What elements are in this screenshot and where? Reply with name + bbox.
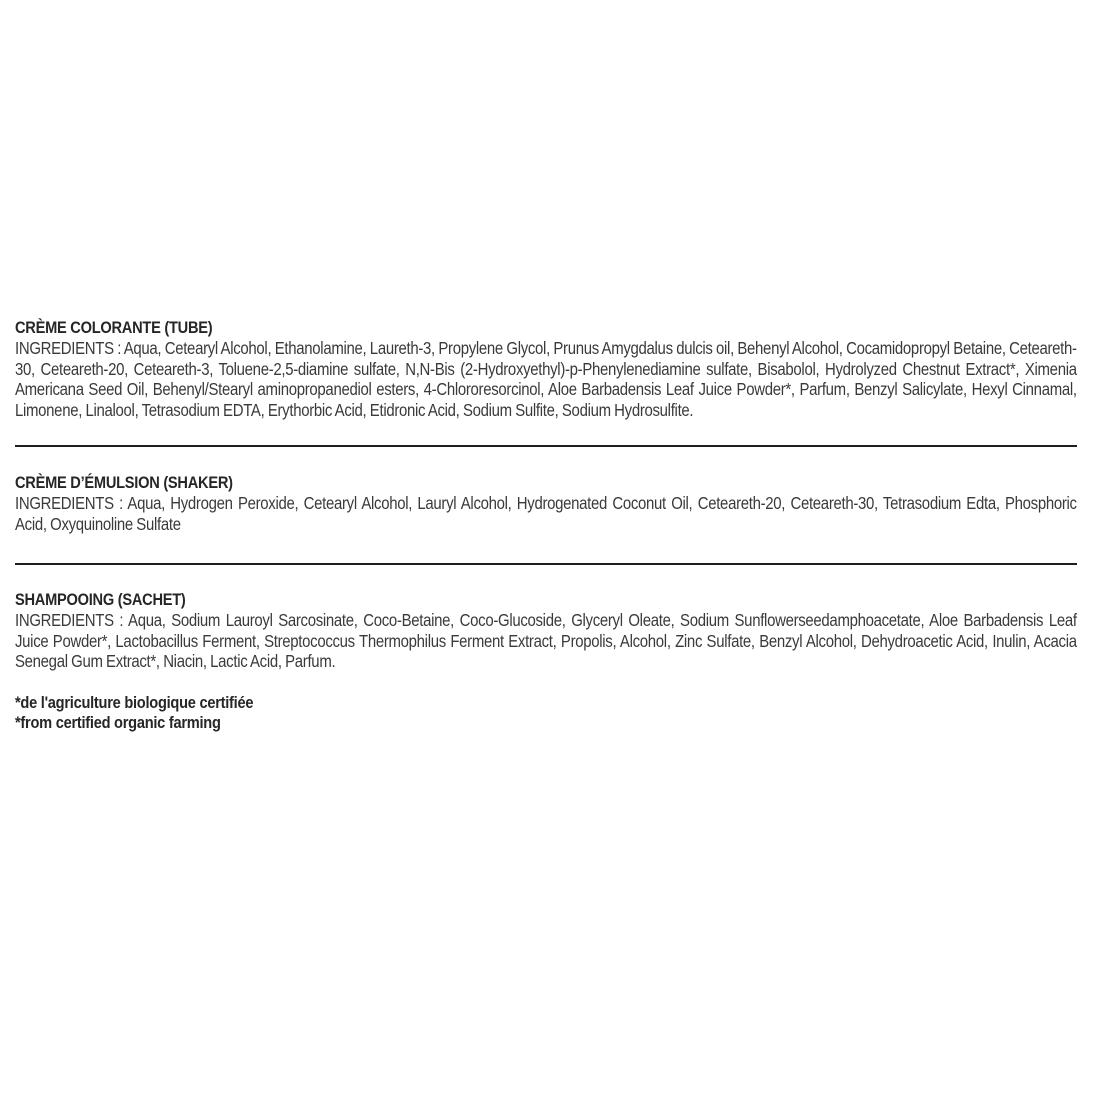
section-title: SHAMPOOING (SACHET)	[15, 590, 186, 609]
ingredients-list: INGREDIENTS : Aqua, Sodium Lauroyl Sarcosinate, Coco-Betaine, Coco-Glucoside, Glyceryl Oleate, Sodium Sunflowerseedamphoacetate, Aloe Barbadensis Leaf Juice Powder*, Lactobacillus Ferment, Streptococcus Thermophilus Ferment Extract, Propolis, Alcohol, Zinc Sulfate, Benzyl Alcohol, Dehydroacetic Acid, Inulin, Acacia Senegal Gum Extract*, Niacin, Lactic Acid, Parfum.	[15, 610, 1077, 671]
ingredients-list: INGREDIENTS : Aqua, Cetearyl Alcohol, Ethanolamine, Laureth-3, Propylene Glycol, Prunus Amygdalus dulcis oil, Behenyl Alcohol, Cocamidopropyl Betaine, Ceteareth-30, Ceteareth-20, Ceteareth-3, Toluene-2,5-diamine sulfate, N,N-Bis (2-Hydroxyethyl)-p-Phenylenediamine sulfate, Bisabolol, Hydrolyzed Chestnut Extract*, Ximenia Americana Seed Oil, Behenyl/Stearyl aminopropanediol esters, 4-Chlororesorcinol, Aloe Barbadensis Leaf Juice Powder*, Parfum, Benzyl Salicylate, Hexyl Cinnamal, Limonene, Linalool, Tetrasodium EDTA, Erythorbic Acid, Etidronic Acid, Sodium Sulfite, Sodium Hydrosulfite.	[15, 338, 1077, 420]
ingredients-list: INGREDIENTS : Aqua, Hydrogen Peroxide, Cetearyl Alcohol, Lauryl Alcohol, Hydrogenated Coconut Oil, Ceteareth-20, Ceteareth-30, Tetrasodium Edta, Phosphoric Acid, Oxyquinoline Sulfate	[15, 493, 1077, 534]
section-divider	[15, 445, 1077, 447]
ingredients-sheet	[15, 318, 1077, 734]
section-shampooing	[15, 590, 1077, 672]
footnote-french: *de l'agriculture biologique certifiée	[15, 692, 254, 712]
section-creme-emulsion	[15, 473, 1077, 534]
footnote-english: *from certified organic farming	[15, 713, 221, 732]
section-title: CRÈME COLORANTE (TUBE)	[15, 318, 213, 337]
section-divider	[15, 563, 1077, 565]
section-title: CRÈME D’ÉMULSION (SHAKER)	[15, 473, 233, 492]
section-creme-colorante	[15, 318, 1077, 420]
footnotes	[15, 693, 1077, 734]
